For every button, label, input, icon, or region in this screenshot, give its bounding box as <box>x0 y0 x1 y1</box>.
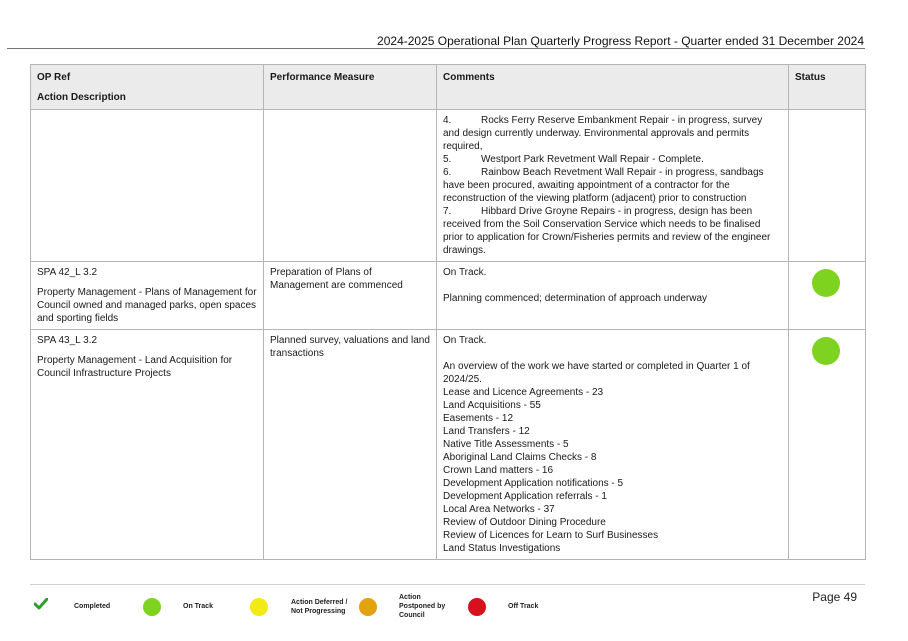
comment-line <box>443 205 782 218</box>
page-number: Page 49 <box>812 590 857 604</box>
performance-measure-header: Performance Measure <box>264 65 437 110</box>
item-number: 4. <box>443 115 452 126</box>
comment-line: Development Application referrals - 1 <box>443 491 607 502</box>
table-header-row <box>31 65 866 110</box>
comment-line: Land Status Investigations <box>443 543 561 554</box>
table-row-continued <box>31 110 866 262</box>
comment-text: Rocks Ferry Reserve Embankment Repair - in progress, survey <box>481 115 763 126</box>
comment-line: Land Acquisitions - 55 <box>443 400 541 411</box>
status-legend <box>30 594 550 624</box>
comment-line <box>443 218 782 231</box>
item-number: 5. <box>443 154 452 165</box>
on-track-status-icon <box>812 269 840 297</box>
legend-label-postponed: Action Postponed by Council <box>399 594 446 619</box>
check-icon <box>34 598 48 613</box>
comments-cell <box>437 262 789 330</box>
comment-text: required, <box>443 141 483 152</box>
comments-header: Comments <box>437 65 789 110</box>
table-row <box>31 262 866 330</box>
legend-label-off-track: Off Track <box>508 603 539 610</box>
comment-text: drawings. <box>443 245 486 256</box>
comment-line <box>443 114 782 127</box>
legend-label-on-track: On Track <box>183 603 213 610</box>
op-ref-cell <box>31 110 264 262</box>
comment-line <box>443 140 782 153</box>
op-ref: SPA 42_L 3.2 <box>37 267 98 278</box>
status-cell <box>789 262 866 330</box>
postponed-legend-icon <box>359 598 377 616</box>
comment-text: received from the Soil Conservation Service which needs to be finalised <box>443 219 761 230</box>
status-header: Status <box>789 65 866 110</box>
comment-text: reconstruction of the viewing platform (adjacent) prior to construction <box>443 193 747 204</box>
comment-line <box>443 127 782 140</box>
report-title: 2024-2025 Operational Plan Quarterly Progress Report - Quarter ended 31 December 2024 <box>377 34 864 48</box>
performance-measure: Preparation of Plans of Management are commenced <box>264 262 437 330</box>
comment-line <box>443 166 782 179</box>
legend-label-completed: Completed <box>74 603 111 610</box>
on-track-legend-icon <box>143 598 161 616</box>
on-track-status-icon <box>812 337 840 365</box>
op-ref-cell <box>31 330 264 560</box>
op-ref-cell <box>31 262 264 330</box>
legend-label-deferred: Action Deferred / Not Progressing <box>291 599 348 615</box>
status-cell <box>789 110 866 262</box>
op-ref: SPA 43_L 3.2 <box>37 335 98 346</box>
table-row <box>31 330 866 560</box>
comment-line <box>443 179 782 192</box>
comment-line: Aboriginal Land Claims Checks - 8 <box>443 452 597 463</box>
comment-line: Land Transfers - 12 <box>443 426 530 437</box>
status-cell <box>789 330 866 560</box>
comment-line: Native Title Assessments - 5 <box>443 439 569 450</box>
comment-line: Local Area Networks - 37 <box>443 504 555 515</box>
footer-divider <box>30 584 865 585</box>
header-divider <box>7 48 865 49</box>
item-number: 6. <box>443 167 452 178</box>
action-description: Property Management - Plans of Management for Council owned and managed parks, open spaces and sporting fields <box>37 287 257 324</box>
comment-line: An overview of the work we have started or completed in Quarter 1 of <box>443 361 750 372</box>
item-number: 7. <box>443 206 452 217</box>
comment-line <box>443 244 782 257</box>
comment-text: Westport Park Revetment Wall Repair - Complete. <box>481 154 704 165</box>
action-description: Property Management - Land Acquisition for Council Infrastructure Projects <box>37 355 233 379</box>
comment-text: prior to application for Crown/Fisheries permits and review of the engineer <box>443 232 771 243</box>
comment-text: Rainbow Beach Revetment Wall Repair - in progress, sandbags <box>481 167 764 178</box>
comment-line: Review of Outdoor Dining Procedure <box>443 517 606 528</box>
comment-line: Crown Land matters - 16 <box>443 465 554 476</box>
deferred-legend-icon <box>250 598 268 616</box>
measure-cell <box>264 110 437 262</box>
comment-line: Planning commenced; determination of approach underway <box>443 293 708 304</box>
comment-line <box>443 231 782 244</box>
action-description-header: Action Description <box>37 92 126 103</box>
comments-cell <box>437 330 789 560</box>
performance-measure: Planned survey, valuations and land transactions <box>264 330 437 560</box>
status-text: On Track. <box>443 335 487 346</box>
comment-line: Easements - 12 <box>443 413 514 424</box>
off-track-legend-icon <box>468 598 486 616</box>
comment-line <box>443 192 782 205</box>
comment-line: Review of Licences for Learn to Surf Businesses <box>443 530 659 541</box>
comments-cell <box>437 110 789 262</box>
comment-line: Lease and Licence Agreements - 23 <box>443 387 604 398</box>
status-text: On Track. <box>443 267 487 278</box>
op-ref-header: OP Ref Action Description <box>31 65 264 110</box>
progress-table <box>30 64 866 560</box>
comment-text: Hibbard Drive Groyne Repairs - in progress, design has been <box>481 206 753 217</box>
comment-text: and design currently underway. Environmental approvals and permits <box>443 128 750 139</box>
comment-line: 2024/25. <box>443 374 482 385</box>
comment-text: have been procured, awaiting appointment of a contractor for the <box>443 180 730 191</box>
comment-line <box>443 153 782 166</box>
comment-line: Development Application notifications - 5 <box>443 478 624 489</box>
